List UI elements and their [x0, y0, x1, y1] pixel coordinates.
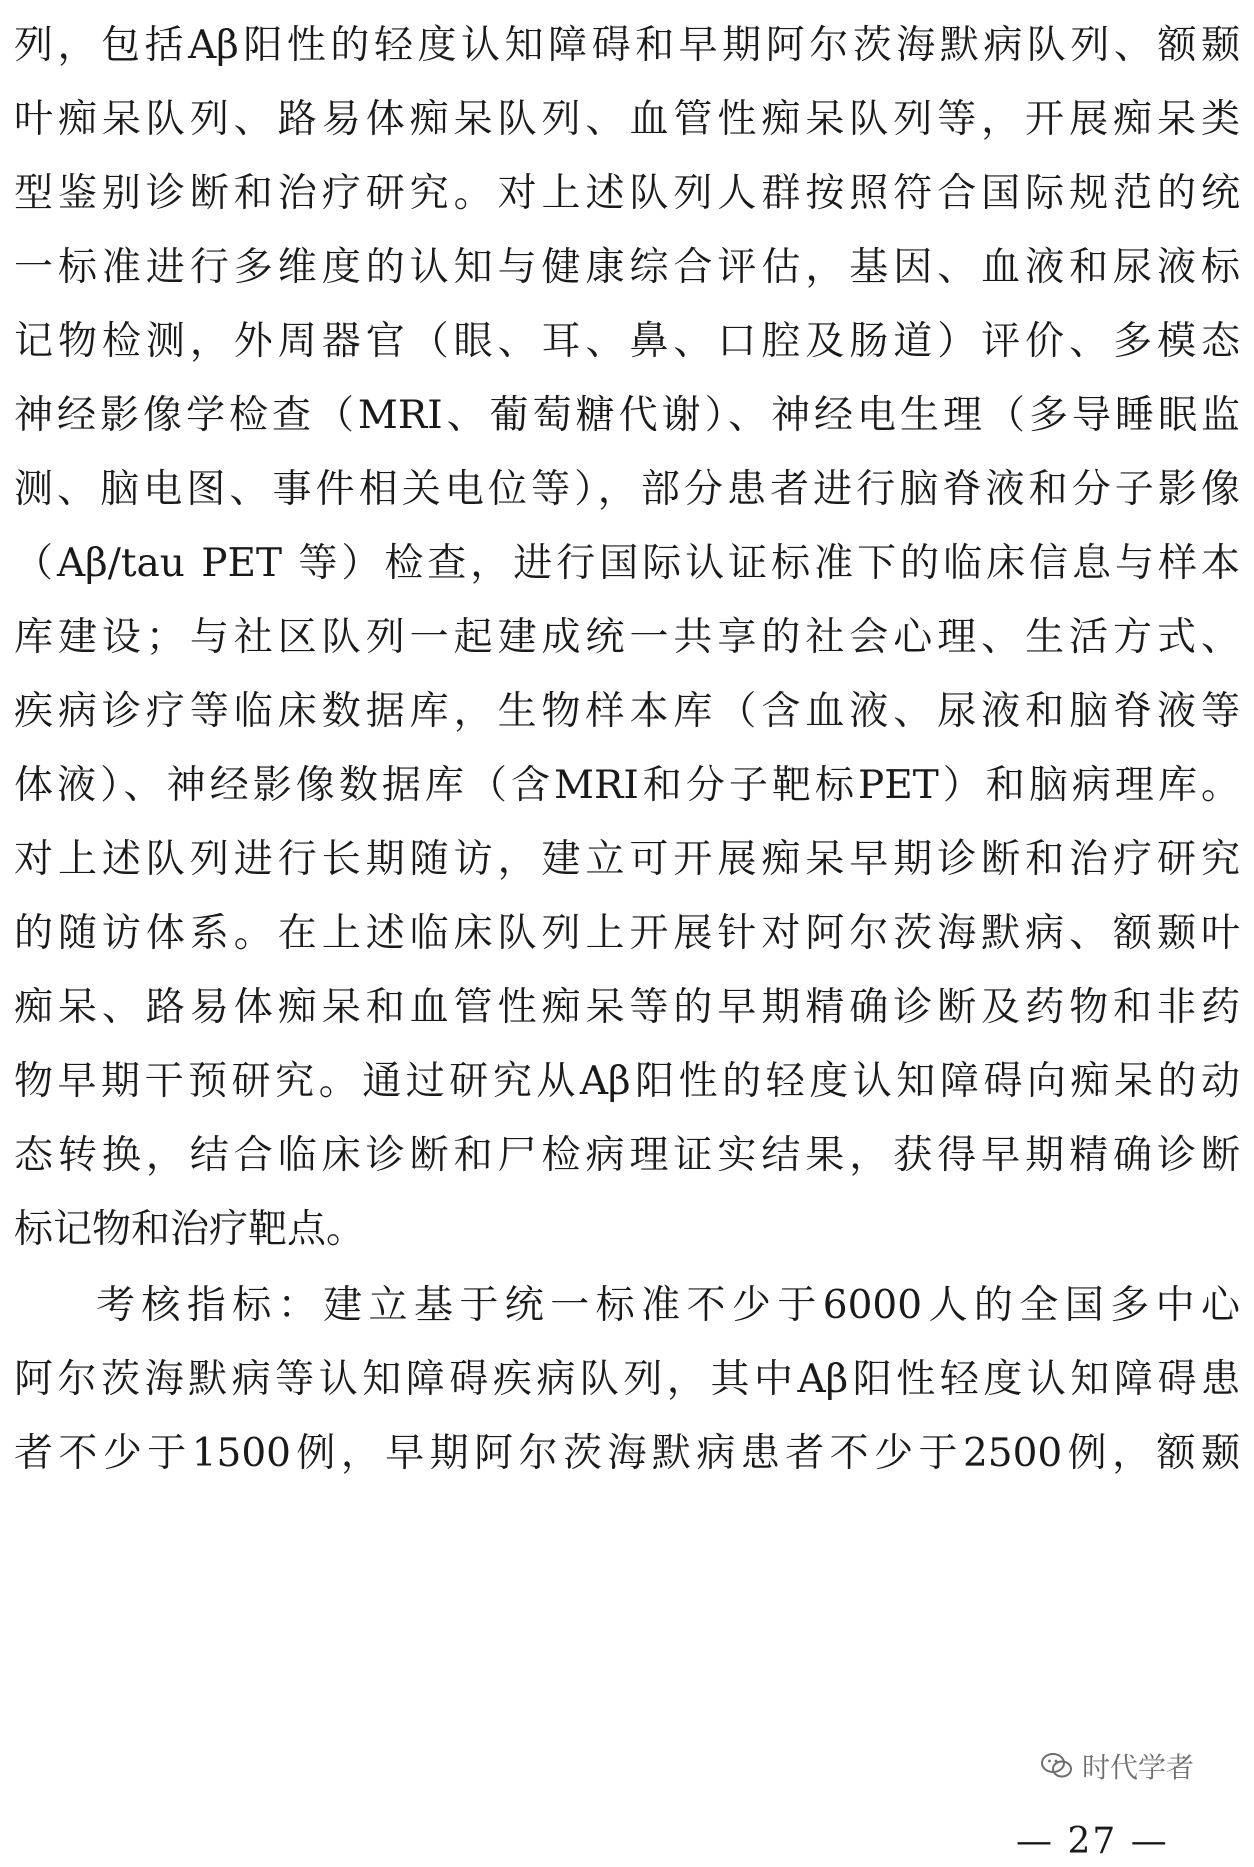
- text-line: 叶痴呆队列、路易体痴呆队列、血管性痴呆队列等，开展痴呆类: [14, 97, 1240, 142]
- watermark: [1040, 1746, 1194, 1786]
- assessment-line: 阿尔茨海默病等认知障碍疾病队列，其中Aβ阳性轻度认知障碍患: [14, 1357, 1240, 1402]
- text-line: 型鉴别诊断和治疗研究。对上述队列人群按照符合国际规范的统: [14, 171, 1240, 216]
- text-line: 的随访体系。在上述临床队列上开展针对阿尔茨海默病、额颞叶: [14, 911, 1240, 956]
- text-line: 物早期干预研究。通过研究从Aβ阳性的轻度认知障碍向痴呆的动: [14, 1059, 1240, 1104]
- text-line: 疾病诊疗等临床数据库，生物样本库（含血液、尿液和脑脊液等: [14, 689, 1240, 734]
- text-line: 痴呆、路易体痴呆和血管性痴呆等的早期精确诊断及药物和非药: [14, 985, 1240, 1030]
- text-line: （Aβ/tau PET 等）检查，进行国际认证标准下的临床信息与样本: [14, 541, 1240, 586]
- text-line: 标记物和治疗靶点。: [14, 1207, 366, 1252]
- text-line: 态转换，结合临床诊断和尸检病理证实结果，获得早期精确诊断: [14, 1133, 1240, 1178]
- text-line: 测、脑电图、事件相关电位等），部分患者进行脑脊液和分子影像: [14, 467, 1240, 512]
- assessment-line: 者不少于1500例，早期阿尔茨海默病患者不少于2500例，额颞: [14, 1431, 1240, 1476]
- text-line: 库建设；与社区队列一起建成统一共享的社会心理、生活方式、: [14, 615, 1240, 660]
- watermark-text: 时代学者: [1082, 1751, 1195, 1784]
- text-line: 神经影像学检查（MRI、葡萄糖代谢）、神经电生理（多导睡眠监: [14, 393, 1240, 438]
- text-line: 一标准进行多维度的认知与健康综合评估，基因、血液和尿液标: [14, 245, 1240, 290]
- text-line: 体液）、神经影像数据库（含MRI和分子靶标PET）和脑病理库。: [14, 763, 1240, 808]
- text-line: 对上述队列进行长期随访，建立可开展痴呆早期诊断和治疗研究: [14, 837, 1240, 882]
- text-line: 列，包括Aβ阳性的轻度认知障碍和早期阿尔茨海默病队列、额颞: [14, 23, 1240, 68]
- wechat-icon: [1040, 1751, 1074, 1781]
- assessment-line: 考核指标：建立基于统一标准不少于6000人的全国多中心: [96, 1283, 1240, 1328]
- text-line: 记物检测，外周器官（眼、耳、鼻、口腔及肠道）评价、多模态: [14, 319, 1240, 364]
- page-number: — 27 —: [1016, 1821, 1169, 1862]
